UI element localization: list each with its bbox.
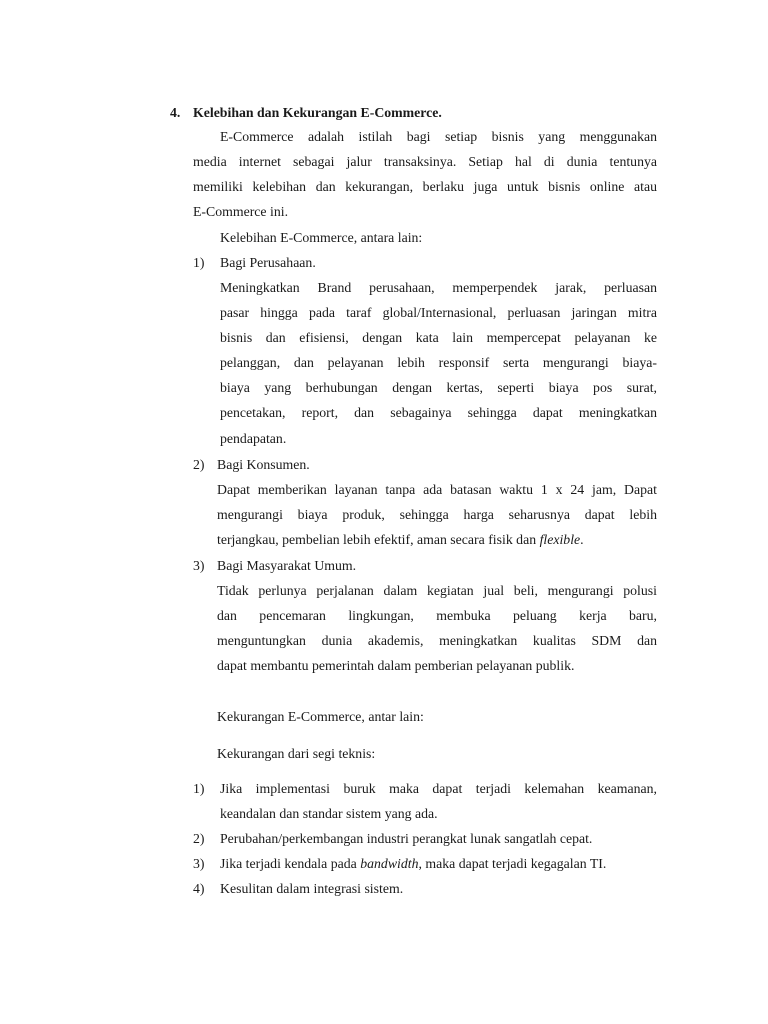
list-number: 4) bbox=[193, 881, 205, 896]
list-item-line: menguntungkan dunia akademis, meningkatkan kualitas SDM dan bbox=[217, 633, 657, 648]
disadvantages-heading: Kekurangan E-Commerce, antar lain: bbox=[217, 709, 424, 724]
intro-line: media internet sebagai jalur transaksinya. Setiap hal di dunia tentunya bbox=[193, 154, 657, 169]
list-item-line: mengurangi biaya produk, sehingga harga seharusnya dapat lebih bbox=[217, 507, 657, 522]
list-item-text: Jika terjadi kendala pada bbox=[220, 856, 361, 871]
list-item-text: . bbox=[580, 532, 584, 547]
section-title: Kelebihan dan Kekurangan E-Commerce. bbox=[193, 105, 442, 120]
list-item-line: biaya yang berhubungan dengan kertas, seperti biaya pos surat, bbox=[220, 380, 657, 395]
intro-line: memiliki kelebihan dan kekurangan, berlaku juga untuk bisnis online atau bbox=[193, 179, 657, 194]
list-number: 2) bbox=[193, 457, 205, 472]
list-item-text: terjangkau, pembelian lebih efektif, aman secara fisik dan bbox=[217, 532, 540, 547]
list-item-line: Kesulitan dalam integrasi sistem. bbox=[220, 881, 404, 896]
list-item-line: pencetakan, report, dan sebagainya sehingga dapat meningkatkan bbox=[220, 405, 657, 420]
intro-line: E-Commerce ini. bbox=[193, 204, 289, 219]
list-number: 3) bbox=[193, 558, 205, 573]
list-number: 3) bbox=[193, 856, 205, 871]
list-item-text: , maka dapat terjadi kegagalan TI. bbox=[418, 856, 607, 871]
list-item-line: Jika implementasi buruk maka dapat terjadi kelemahan keamanan, bbox=[220, 781, 657, 796]
list-item-title: Bagi Perusahaan. bbox=[220, 255, 316, 270]
list-number: 2) bbox=[193, 831, 205, 846]
list-item-line: pelanggan, dan pelayanan lebih responsif serta mengurangi biaya- bbox=[220, 355, 657, 370]
list-item-line: pendapatan. bbox=[220, 431, 287, 446]
list-item-line bbox=[220, 855, 606, 873]
list-item-line: dapat membantu pemerintah dalam pemberian pelayanan publik. bbox=[217, 658, 575, 673]
list-item-line: Dapat memberikan layanan tanpa ada batasan waktu 1 x 24 jam, Dapat bbox=[217, 482, 657, 497]
list-item-title: Bagi Konsumen. bbox=[217, 457, 310, 472]
advantages-heading: Kelebihan E-Commerce, antara lain: bbox=[220, 230, 423, 245]
list-item-line: keandalan dan standar sistem yang ada. bbox=[220, 806, 438, 821]
section-number: 4. bbox=[170, 105, 181, 120]
intro-line: E-Commerce adalah istilah bagi setiap bisnis yang menggunakan bbox=[220, 129, 657, 144]
list-item-line bbox=[217, 531, 584, 549]
list-item-line: bisnis dan efisiensi, dengan kata lain mempercepat pelayanan ke bbox=[220, 330, 657, 345]
list-item-line: Perubahan/perkembangan industri perangkat lunak sangatlah cepat. bbox=[220, 831, 593, 846]
italic-term: flexible bbox=[539, 532, 581, 547]
list-item-line: dan pencemaran lingkungan, membuka peluang kerja baru, bbox=[217, 608, 657, 623]
list-item-line: Tidak perlunya perjalanan dalam kegiatan jual beli, mengurangi polusi bbox=[217, 583, 657, 598]
list-number: 1) bbox=[193, 781, 205, 796]
list-item-title: Bagi Masyarakat Umum. bbox=[217, 558, 357, 573]
disadvantages-subheading: Kekurangan dari segi teknis: bbox=[217, 746, 376, 761]
list-item-line: Meningkatkan Brand perusahaan, memperpendek jarak, perluasan bbox=[220, 280, 657, 295]
italic-term: bandwidth bbox=[360, 856, 419, 871]
list-number: 1) bbox=[193, 255, 205, 270]
list-item-line: pasar hingga pada taraf global/Internasional, perluasan jaringan mitra bbox=[220, 305, 657, 320]
